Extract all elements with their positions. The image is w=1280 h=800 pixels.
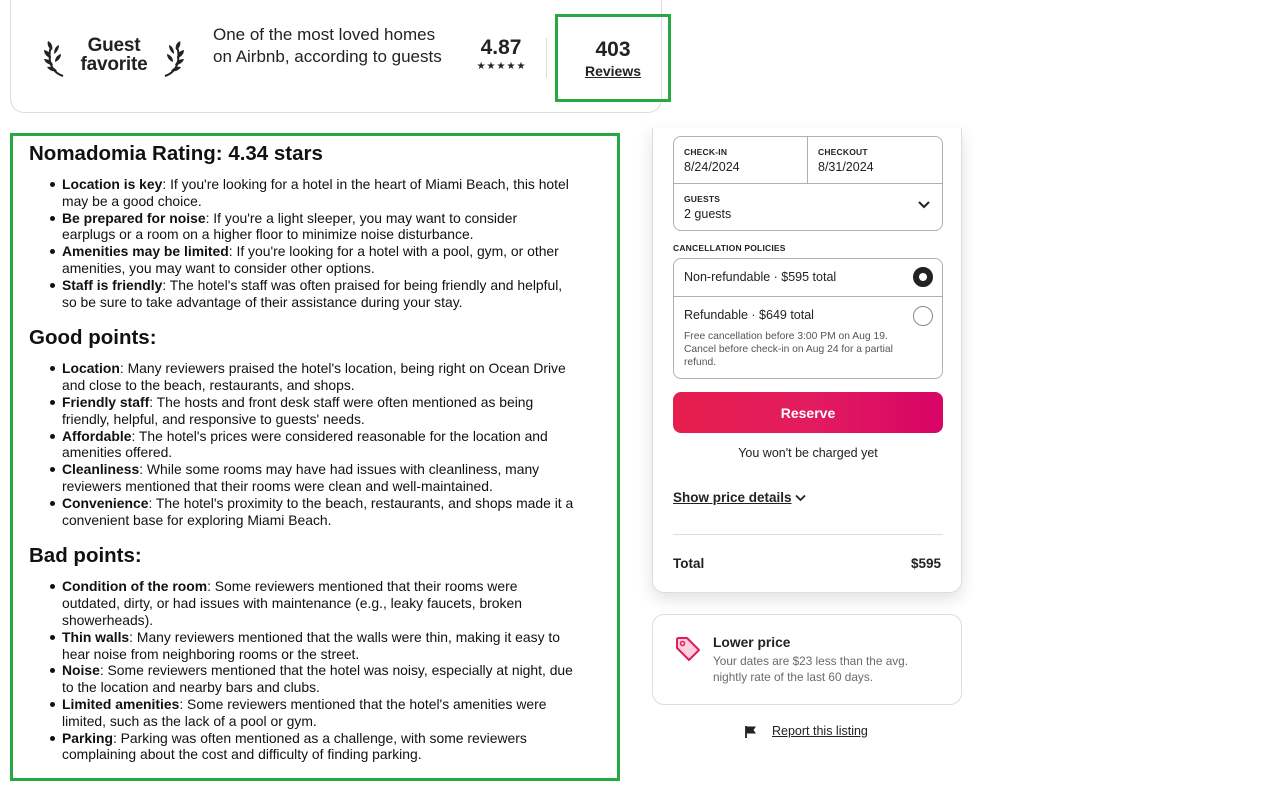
list-item bbox=[62, 176, 574, 210]
nomadomia-rating-panel bbox=[10, 133, 620, 781]
option-nonrefundable[interactable] bbox=[674, 259, 942, 297]
divider bbox=[673, 534, 943, 535]
show-price-details-link[interactable]: Show price details bbox=[673, 490, 792, 505]
refundable-label: Refundable · $649 total bbox=[684, 308, 814, 322]
list-item-label: Condition of the room bbox=[62, 578, 208, 595]
laurel-left-icon bbox=[43, 38, 69, 78]
nonrefundable-label: Non-refundable · $595 total bbox=[684, 270, 837, 284]
list-item bbox=[62, 461, 574, 495]
list-item bbox=[62, 662, 574, 696]
overall-rating bbox=[471, 36, 531, 72]
guest-favorite-badge bbox=[43, 36, 185, 76]
checkin-label: CHECK-IN bbox=[684, 147, 728, 157]
list-item-label: Amenities may be limited bbox=[62, 243, 229, 260]
list-item-text: : If you're looking for a hotel in the heart of Miami Beach, this hotel may be a good choice. bbox=[62, 176, 569, 209]
list-item-label: Cleanliness bbox=[62, 461, 140, 478]
star-icon: ★ bbox=[486, 61, 496, 72]
list-item-label: Convenience bbox=[62, 494, 149, 511]
star-icon: ★ bbox=[516, 61, 526, 72]
rating-value: 4.87 bbox=[480, 36, 522, 59]
lower-price-title: Lower price bbox=[713, 635, 791, 650]
reviews-summary[interactable] bbox=[555, 14, 671, 102]
reserve-button[interactable]: Reserve bbox=[673, 392, 943, 433]
list-item-text: : If you're looking for a hotel with a pool, gym, or other amenities, you may want to consider other options. bbox=[62, 243, 559, 276]
list-item-text: : While some rooms may have had issues with cleanliness, many reviewers mentioned that their rooms were clean and well-maintained. bbox=[62, 461, 540, 494]
list-item-label: Location is key bbox=[62, 176, 163, 192]
list-item-label: Thin walls bbox=[62, 628, 130, 645]
checkin-value: 8/24/2024 bbox=[684, 160, 740, 174]
reviews-count: 403 bbox=[595, 38, 631, 61]
list-item-label: Affordable bbox=[62, 427, 132, 444]
list-item bbox=[62, 394, 574, 428]
list-item-text: : Parking was often mentioned as a challenge, with some reviewers complaining about the cost and difficulty of finding parking. bbox=[62, 729, 527, 763]
guests-field[interactable] bbox=[674, 184, 942, 230]
star-icon: ★ bbox=[506, 61, 516, 72]
radio-unselected[interactable] bbox=[913, 306, 933, 326]
list-item-text: : Some reviewers mentioned that the hotel's amenities were limited, such as the lack of a pool or gym. bbox=[62, 695, 547, 729]
list-item-text: : Some reviewers mentioned that the hotel was noisy, especially at night, due to the location and nearby bars and clubs. bbox=[62, 662, 573, 696]
checkout-value: 8/31/2024 bbox=[818, 160, 874, 174]
list-item bbox=[62, 277, 574, 311]
reviews-link[interactable]: Reviews bbox=[584, 63, 642, 79]
list-item-text: : The hotel's proximity to the beach, restaurants, and shops made it a convenient base for exploring Miami Beach. bbox=[62, 494, 574, 528]
list-item-label: Parking bbox=[62, 729, 113, 746]
cancellation-policies-label: CANCELLATION POLICIES bbox=[673, 243, 786, 253]
lower-price-card bbox=[652, 614, 962, 705]
list-item bbox=[62, 629, 574, 663]
list-item bbox=[62, 210, 574, 244]
booking-card bbox=[652, 128, 962, 593]
list-item bbox=[62, 428, 574, 462]
checkout-field[interactable] bbox=[808, 137, 942, 184]
list-item-text: : If you're a light sleeper, you may want to consider earplugs or a room on a higher floor to minimize noise disturbance. bbox=[62, 209, 518, 243]
option-refundable[interactable] bbox=[674, 297, 942, 379]
list-item-label: Be prepared for noise bbox=[62, 209, 206, 226]
guest-favorite-description: One of the most loved homes on Airbnb, according to guests bbox=[213, 25, 442, 66]
cancellation-policies bbox=[673, 258, 943, 379]
bad-points-list bbox=[62, 578, 617, 763]
chevron-down-icon bbox=[918, 201, 930, 209]
lower-price-description: Your dates are $23 less than the avg. nightly rate of the last 60 days. bbox=[713, 654, 909, 684]
refundable-note: Free cancellation before 3:00 PM on Aug 19. Cancel before check-in on Aug 24 for a partial refund. bbox=[684, 331, 893, 368]
bad-points-heading: Bad points: bbox=[29, 544, 142, 568]
divider bbox=[546, 38, 547, 78]
dates-guests-box bbox=[673, 136, 943, 231]
guests-label: GUESTS bbox=[684, 194, 721, 204]
list-item-label: Limited amenities bbox=[62, 695, 180, 712]
good-points-list bbox=[62, 360, 617, 528]
list-item bbox=[62, 696, 574, 730]
price-tag-icon bbox=[674, 635, 702, 663]
star-icon: ★ bbox=[496, 61, 506, 72]
summary-list bbox=[62, 176, 617, 310]
list-item bbox=[62, 730, 574, 764]
checkout-label: CHECKOUT bbox=[818, 147, 868, 157]
list-item-text: : Many reviewers praised the hotel's location, being right on Ocean Drive and close to the beach, restaurants, and shops. bbox=[62, 360, 566, 394]
list-item-text: : The hotel's staff was often praised for being friendly and helpful, so be sure to take advantage of their assistance during your stay. bbox=[62, 276, 563, 310]
star-icon: ★ bbox=[476, 61, 486, 72]
list-item bbox=[62, 578, 574, 628]
laurel-right-icon bbox=[159, 38, 185, 78]
guests-value: 2 guests bbox=[684, 207, 732, 221]
no-charge-text: You won't be charged yet bbox=[738, 446, 878, 460]
report-listing-link[interactable]: Report this listing bbox=[772, 724, 868, 738]
list-item-label: Noise bbox=[62, 662, 100, 679]
flag-icon bbox=[744, 725, 758, 739]
radio-selected[interactable] bbox=[913, 267, 933, 287]
guest-favorite-label: Guest favorite bbox=[80, 35, 148, 75]
rating-stars bbox=[471, 62, 531, 72]
chevron-down-icon[interactable] bbox=[795, 494, 806, 502]
good-points-heading: Good points: bbox=[29, 326, 157, 350]
list-item bbox=[62, 360, 574, 394]
checkin-field[interactable] bbox=[674, 137, 808, 184]
list-item bbox=[62, 243, 574, 277]
list-item-text: : The hotel's prices were considered reasonable for the location and amenities offered. bbox=[62, 427, 548, 461]
nomadomia-title: Nomadomia Rating: 4.34 stars bbox=[29, 142, 323, 165]
list-item-text: : Some reviewers mentioned that their rooms were outdated, dirty, or had issues with maintenance (e.g., leaky faucets, broken showerheads). bbox=[62, 578, 522, 628]
guest-favorite-banner bbox=[10, 0, 662, 113]
list-item-label: Location bbox=[62, 360, 120, 377]
list-item-text: : The hosts and front desk staff were often mentioned as being friendly, helpful, and responsive to guests' needs. bbox=[62, 393, 534, 427]
list-item bbox=[62, 495, 574, 529]
list-item-text: : Many reviewers mentioned that the walls were thin, making it easy to hear noise from neighboring rooms or the street. bbox=[62, 628, 560, 662]
total-label: Total bbox=[673, 556, 705, 571]
total-value: $595 bbox=[910, 556, 941, 571]
list-item-label: Friendly staff bbox=[62, 393, 150, 410]
list-item-label: Staff is friendly bbox=[62, 276, 163, 293]
